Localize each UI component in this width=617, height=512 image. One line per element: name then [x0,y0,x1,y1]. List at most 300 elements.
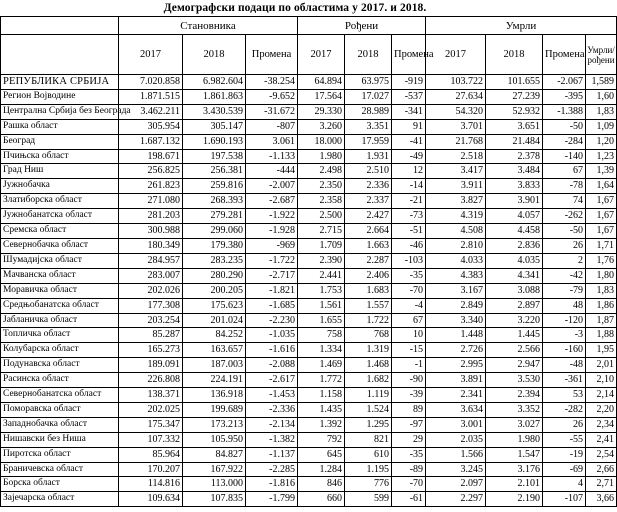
births-2017: 1.980 [298,149,345,164]
deaths-2017: 2.726 [426,343,486,358]
deaths-2017: 3.001 [426,417,486,432]
deaths-change: 26 [543,238,586,253]
population-change: -9.652 [246,89,298,104]
deaths-2017: 2.810 [426,238,486,253]
population-change: -1.382 [246,432,298,447]
table-row [1,268,617,283]
table-row [1,75,617,90]
births-2018: 2.406 [345,268,392,283]
region-name: Подунавска област [1,358,119,373]
deaths-2018: 2.101 [486,477,543,492]
births-2018: 1.195 [345,462,392,477]
population-2018: 197.538 [183,149,246,164]
table-row [1,492,617,507]
births-2018: 28.989 [345,104,392,119]
births-change: -90 [392,373,426,388]
births-change: -103 [392,253,426,268]
deaths-2018: 52.932 [486,104,543,119]
population-2017: 305.954 [119,119,183,134]
sub-header-row [1,35,617,75]
births-change: -39 [392,388,426,403]
population-2017: 202.025 [119,402,183,417]
deaths-2018: 101.655 [486,75,543,90]
group-header-deaths: Умрли [426,17,617,35]
population-2017: 177.308 [119,298,183,313]
population-2018: 200.205 [183,283,246,298]
deaths-births-ratio: 2,34 [586,417,617,432]
births-change: -70 [392,283,426,298]
table-row [1,373,617,388]
population-change: -444 [246,164,298,179]
population-2018: 84.827 [183,447,246,462]
population-2017: 85.964 [119,447,183,462]
deaths-change: -79 [543,283,586,298]
births-change: -35 [392,447,426,462]
births-2017: 1.709 [298,238,345,253]
births-2017: 1.655 [298,313,345,328]
births-change: 91 [392,119,426,134]
col-births-2017: 2017 [298,35,345,75]
deaths-2018: 1.445 [486,328,543,343]
col-births-change: Промена [392,35,426,75]
region-name: Мачванска област [1,268,119,283]
deaths-2018: 2.836 [486,238,543,253]
table-row [1,134,617,149]
region-name: Браничевска област [1,462,119,477]
population-2018: 280.290 [183,268,246,283]
population-2018: 259.816 [183,179,246,194]
table-row [1,447,617,462]
col-pop-2017: 2017 [119,35,183,75]
deaths-births-ratio: 2,41 [586,432,617,447]
region-name: Јужнобачка [1,179,119,194]
deaths-change: 4 [543,477,586,492]
deaths-2017: 3.167 [426,283,486,298]
deaths-change: -3 [543,328,586,343]
deaths-2018: 3.088 [486,283,543,298]
population-2017: 138.371 [119,388,183,403]
region-name: Колубарска област [1,343,119,358]
population-2018: 187.003 [183,358,246,373]
deaths-births-ratio: 1,86 [586,298,617,313]
births-2017: 1.334 [298,343,345,358]
region-name: Шумадијска област [1,253,119,268]
births-2018: 1.683 [345,283,392,298]
region-name: Расинска област [1,373,119,388]
population-2018: 163.657 [183,343,246,358]
population-2017: 283.007 [119,268,183,283]
region-name: Нишавски без Ниша [1,432,119,447]
corner-cell-2 [1,35,119,75]
population-change: -1.453 [246,388,298,403]
deaths-births-ratio: 2,14 [586,388,617,403]
col-deaths-births-ratio: Умрли/рођени [586,35,617,75]
deaths-2017: 4.383 [426,268,486,283]
births-2018: 1.319 [345,343,392,358]
deaths-births-ratio: 1,20 [586,134,617,149]
deaths-2018: 4.458 [486,224,543,239]
deaths-births-ratio: 1,71 [586,238,617,253]
deaths-births-ratio: 1,67 [586,209,617,224]
births-change: -97 [392,417,426,432]
population-change: -2.617 [246,373,298,388]
population-2018: 268.393 [183,194,246,209]
births-change: -1 [392,358,426,373]
births-2017: 1.561 [298,298,345,313]
col-deaths-change: Промена [543,35,586,75]
deaths-births-ratio: 1,88 [586,328,617,343]
population-2017: 107.332 [119,432,183,447]
deaths-2017: 3.911 [426,179,486,194]
deaths-2018: 3.027 [486,417,543,432]
deaths-2017: 1.448 [426,328,486,343]
deaths-2018: 1.980 [486,432,543,447]
deaths-change: -284 [543,134,586,149]
deaths-2018: 2.947 [486,358,543,373]
population-change: -2.134 [246,417,298,432]
table-row [1,194,617,209]
births-change: -14 [392,179,426,194]
deaths-2018: 3.220 [486,313,543,328]
table-row [1,477,617,492]
births-2017: 2.358 [298,194,345,209]
population-2017: 198.671 [119,149,183,164]
population-2018: 1.690.193 [183,134,246,149]
births-change: -70 [392,477,426,492]
table-row [1,462,617,477]
region-name: Средњобанатска област [1,298,119,313]
births-2017: 2.715 [298,224,345,239]
population-2018: 279.281 [183,209,246,224]
births-2018: 1.524 [345,402,392,417]
col-pop-change: Промена [246,35,298,75]
deaths-change: -107 [543,492,586,507]
deaths-births-ratio: 2,01 [586,358,617,373]
table-title: Демографски подаци по областима у 2017. и 2018. [163,2,427,14]
table-row [1,432,617,447]
births-2017: 29.330 [298,104,345,119]
births-change: -341 [392,104,426,119]
deaths-births-ratio: 3,66 [586,492,617,507]
births-2017: 2.500 [298,209,345,224]
table-row [1,224,617,239]
deaths-births-ratio: 1,80 [586,268,617,283]
deaths-2018: 4.035 [486,253,543,268]
table-row [1,328,617,343]
deaths-change: 53 [543,388,586,403]
population-2018: 1.861.863 [183,89,246,104]
table-row [1,164,617,179]
table-row [1,119,617,134]
population-2017: 271.080 [119,194,183,209]
population-change: -2.336 [246,402,298,417]
col-births-2018: 2018 [345,35,392,75]
deaths-births-ratio: 2,66 [586,462,617,477]
region-name: Топличка област [1,328,119,343]
deaths-2017: 27.634 [426,89,486,104]
births-2017: 1.469 [298,358,345,373]
deaths-2018: 2.897 [486,298,543,313]
population-change: -2.007 [246,179,298,194]
table-row [1,358,617,373]
deaths-2017: 3.245 [426,462,486,477]
births-2018: 2.427 [345,209,392,224]
deaths-2017: 2.341 [426,388,486,403]
births-change: -35 [392,268,426,283]
population-2017: 281.203 [119,209,183,224]
deaths-change: 26 [543,417,586,432]
births-2018: 1.931 [345,149,392,164]
region-name: Моравичка област [1,283,119,298]
demographics-table [0,16,617,507]
population-change: -2.230 [246,313,298,328]
region-name: Јабланичка област [1,313,119,328]
births-2018: 599 [345,492,392,507]
population-2018: 305.147 [183,119,246,134]
deaths-change: -42 [543,268,586,283]
births-change: -41 [392,134,426,149]
deaths-change: -282 [543,402,586,417]
deaths-change: -262 [543,209,586,224]
deaths-change: -140 [543,149,586,164]
deaths-2018: 3.352 [486,402,543,417]
deaths-2017: 3.634 [426,402,486,417]
births-2017: 1.158 [298,388,345,403]
population-2018: 173.213 [183,417,246,432]
deaths-births-ratio: 1,589 [586,75,617,90]
deaths-change: -395 [543,89,586,104]
population-2018: 299.060 [183,224,246,239]
deaths-2017: 3.701 [426,119,486,134]
population-change: 3.061 [246,134,298,149]
deaths-2018: 2.394 [486,388,543,403]
births-change: 29 [392,432,426,447]
births-2018: 768 [345,328,392,343]
population-change: -2.088 [246,358,298,373]
births-2018: 2.336 [345,179,392,194]
births-change: -15 [392,343,426,358]
births-change: -51 [392,224,426,239]
deaths-births-ratio: 1,60 [586,89,617,104]
births-2017: 2.350 [298,179,345,194]
deaths-2017: 2.097 [426,477,486,492]
region-name: Поморавска област [1,402,119,417]
region-name: Пиротска област [1,447,119,462]
births-change: -46 [392,238,426,253]
births-change: -919 [392,75,426,90]
population-2017: 85.287 [119,328,183,343]
region-name: Регион Војводине [1,89,119,104]
deaths-change: -69 [543,462,586,477]
births-2017: 2.390 [298,253,345,268]
deaths-change: -120 [543,313,586,328]
deaths-2017: 4.033 [426,253,486,268]
deaths-births-ratio: 2,10 [586,373,617,388]
births-2018: 63.975 [345,75,392,90]
population-2017: 165.273 [119,343,183,358]
births-2017: 846 [298,477,345,492]
population-2017: 202.026 [119,283,183,298]
table-row [1,298,617,313]
population-2017: 114.816 [119,477,183,492]
births-2017: 18.000 [298,134,345,149]
deaths-births-ratio: 2,20 [586,402,617,417]
deaths-2017: 3.827 [426,194,486,209]
deaths-change: -55 [543,432,586,447]
table-row [1,209,617,224]
births-change: 89 [392,402,426,417]
deaths-2017: 3.891 [426,373,486,388]
population-2018: 107.835 [183,492,246,507]
births-2017: 1.435 [298,402,345,417]
births-change: 67 [392,313,426,328]
deaths-2018: 21.484 [486,134,543,149]
population-change: -1.685 [246,298,298,313]
deaths-change: 48 [543,298,586,313]
deaths-2018: 3.176 [486,462,543,477]
region-name: Западнобачка област [1,417,119,432]
deaths-2018: 2.378 [486,149,543,164]
deaths-2017: 21.768 [426,134,486,149]
table-row [1,179,617,194]
deaths-2017: 2.849 [426,298,486,313]
births-2017: 2.441 [298,268,345,283]
births-2017: 64.894 [298,75,345,90]
deaths-change: -1.388 [543,104,586,119]
births-2017: 1.284 [298,462,345,477]
population-2017: 109.634 [119,492,183,507]
births-2018: 776 [345,477,392,492]
deaths-change: -2.067 [543,75,586,90]
group-header-births: Рођени [298,17,426,35]
deaths-2017: 4.508 [426,224,486,239]
births-2018: 1.295 [345,417,392,432]
births-2018: 17.027 [345,89,392,104]
deaths-2018: 3.901 [486,194,543,209]
deaths-births-ratio: 1,67 [586,194,617,209]
col-deaths-2017: 2017 [426,35,486,75]
deaths-births-ratio: 2,54 [586,447,617,462]
table-row [1,89,617,104]
population-2017: 3.462.211 [119,104,183,119]
deaths-births-ratio: 1,76 [586,253,617,268]
deaths-2018: 3.530 [486,373,543,388]
births-2018: 1.682 [345,373,392,388]
deaths-births-ratio: 1,67 [586,224,617,239]
population-2018: 283.235 [183,253,246,268]
deaths-change: 67 [543,164,586,179]
deaths-births-ratio: 1,64 [586,179,617,194]
group-header-population: Становника [119,17,298,35]
population-2018: 224.191 [183,373,246,388]
deaths-2017: 54.320 [426,104,486,119]
population-change: -1.816 [246,477,298,492]
region-name: Златиборска област [1,194,119,209]
births-2018: 1.119 [345,388,392,403]
births-2017: 17.564 [298,89,345,104]
births-2018: 2.287 [345,253,392,268]
population-change: -1.821 [246,283,298,298]
population-2018: 136.918 [183,388,246,403]
deaths-change: -361 [543,373,586,388]
table-row [1,104,617,119]
deaths-change: -50 [543,119,586,134]
deaths-2018: 3.484 [486,164,543,179]
population-change: -2.285 [246,462,298,477]
deaths-2017: 2.518 [426,149,486,164]
deaths-2017: 1.566 [426,447,486,462]
deaths-2018: 27.239 [486,89,543,104]
births-change: -537 [392,89,426,104]
births-2017: 2.498 [298,164,345,179]
births-2018: 2.337 [345,194,392,209]
population-change: -1.616 [246,343,298,358]
population-2017: 1.871.515 [119,89,183,104]
population-change: -1.035 [246,328,298,343]
births-2017: 3.260 [298,119,345,134]
deaths-2017: 2.297 [426,492,486,507]
population-change: -2.717 [246,268,298,283]
deaths-births-ratio: 1,09 [586,119,617,134]
population-2017: 180.349 [119,238,183,253]
region-name: Рашка област [1,119,119,134]
region-name: Севернобачка област [1,238,119,253]
deaths-change: -160 [543,343,586,358]
region-name: Борска област [1,477,119,492]
population-2018: 3.430.539 [183,104,246,119]
deaths-births-ratio: 1,23 [586,149,617,164]
population-change: -31.672 [246,104,298,119]
population-2017: 1.687.132 [119,134,183,149]
population-change: -1.922 [246,209,298,224]
table-row [1,343,617,358]
table-row [1,417,617,432]
deaths-births-ratio: 2,71 [586,477,617,492]
births-2018: 1.663 [345,238,392,253]
deaths-change: -19 [543,447,586,462]
population-2018: 256.381 [183,164,246,179]
group-header-row [1,17,617,35]
table-row [1,253,617,268]
deaths-2017: 3.417 [426,164,486,179]
deaths-births-ratio: 1,87 [586,313,617,328]
births-2018: 2.664 [345,224,392,239]
births-2017: 792 [298,432,345,447]
table-row [1,388,617,403]
region-name: Град Ниш [1,164,119,179]
births-2018: 610 [345,447,392,462]
births-change: -89 [392,462,426,477]
table-row [1,149,617,164]
population-2017: 175.347 [119,417,183,432]
population-change: -1.133 [246,149,298,164]
population-2018: 167.922 [183,462,246,477]
population-2017: 261.823 [119,179,183,194]
population-2018: 113.000 [183,477,246,492]
region-name: Београд [1,134,119,149]
population-2018: 6.982.604 [183,75,246,90]
births-change: -61 [392,492,426,507]
births-2017: 1.772 [298,373,345,388]
population-2018: 84.252 [183,328,246,343]
region-name: Сремска област [1,224,119,239]
deaths-2017: 4.319 [426,209,486,224]
population-change: -969 [246,238,298,253]
births-2018: 2.510 [345,164,392,179]
table-row [1,238,617,253]
births-2017: 660 [298,492,345,507]
population-change: -1.722 [246,253,298,268]
